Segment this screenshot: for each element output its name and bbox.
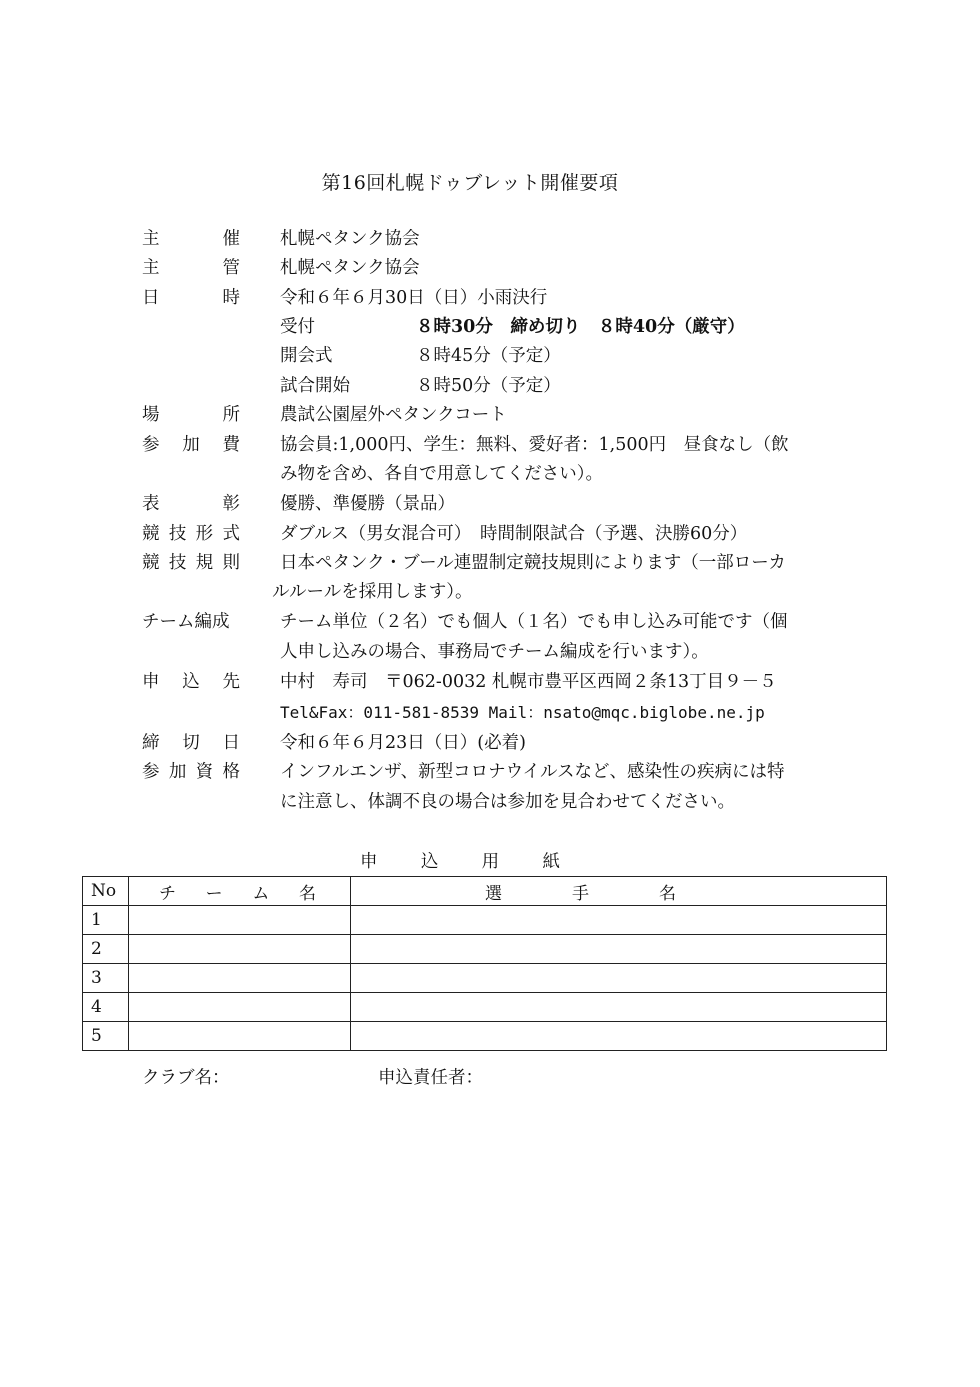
item-sublabel: 試合開始	[280, 376, 350, 396]
item-label: 場 所	[142, 405, 240, 425]
team-name-cell[interactable]	[129, 993, 351, 1022]
item-value: ルルールを採用します）。	[272, 582, 473, 602]
item-value: み物を含め、各自で用意してください）。	[280, 464, 604, 484]
players-cell[interactable]	[351, 993, 887, 1022]
item-value: 人申し込みの場合、事務局でチーム編成を行います）。	[280, 642, 709, 662]
item-value: 優勝、準優勝（景品）	[280, 494, 455, 514]
item-value: Tel&Fax：011-581-8539 Mail：nsato@mqc.biglobe.ne.jp	[280, 703, 765, 722]
team-name-cell[interactable]	[129, 1022, 351, 1051]
item-label: 申 込 先	[142, 672, 240, 692]
club-name-label: クラブ名：	[142, 1068, 230, 1088]
item-label: 日 時	[142, 288, 240, 308]
players-cell[interactable]	[351, 906, 887, 935]
table-row	[83, 935, 887, 964]
item-label: 主 催	[142, 229, 240, 249]
item-value: 札幌ペタンク協会	[280, 229, 420, 249]
item-value: ダブルス（男女混合可） 時間制限試合（予選、決勝60分）	[280, 524, 748, 544]
players-cell[interactable]	[351, 1022, 887, 1051]
item-value: ８時50分（予定）	[416, 376, 561, 396]
item-value: 令和６年６月23日（日）(必着)	[280, 733, 526, 753]
header-team: チ ー ム 名	[129, 877, 351, 906]
item-value: 札幌ペタンク協会	[280, 258, 420, 278]
item-value: ８時30分 締め切り ８時40分（厳守）	[416, 317, 745, 337]
item-value: チーム単位（２名）でも個人（１名）でも申し込み可能です（個	[280, 612, 788, 632]
table-row	[83, 906, 887, 935]
item-label: 参 加 費	[142, 435, 240, 455]
item-value: 協会員:1,000円、学生：無料、愛好者：1,500円 昼食なし（飲	[280, 435, 789, 455]
item-label: 参 加 資 格	[142, 762, 240, 782]
item-sublabel: 開会式	[280, 346, 333, 366]
team-name-cell[interactable]	[129, 906, 351, 935]
row-no: 4	[83, 993, 129, 1022]
team-name-cell[interactable]	[129, 964, 351, 993]
item-value: インフルエンザ、新型コロナウイルスなど、感染性の疾病には特	[280, 762, 785, 782]
team-name-cell[interactable]	[129, 935, 351, 964]
players-cell[interactable]	[351, 964, 887, 993]
item-value: に注意し、体調不良の場合は参加を見合わせてください。	[280, 792, 735, 812]
table-row	[83, 964, 887, 993]
entry-table	[82, 876, 887, 1051]
row-no: 1	[83, 906, 129, 935]
item-sublabel: 受付	[280, 317, 315, 337]
item-value: ８時45分（予定）	[416, 346, 561, 366]
row-no: 5	[83, 1022, 129, 1051]
row-no: 2	[83, 935, 129, 964]
item-label: チーム編成	[142, 612, 230, 632]
item-value: 農試公園屋外ペタンクコート	[280, 405, 507, 425]
header-no: No	[83, 877, 129, 906]
page-title: 第16回札幌ドゥブレット開催要項	[321, 172, 619, 194]
item-value: 令和６年６月30日（日）小雨決行	[280, 288, 548, 308]
responsible-person-label: 申込責任者：	[378, 1068, 483, 1088]
table-row	[83, 993, 887, 1022]
item-value: 日本ペタンク・ブール連盟制定競技規則によります（一部ローカ	[280, 553, 786, 573]
table-header-row	[83, 877, 887, 906]
item-label: 競 技 規 則	[142, 553, 240, 573]
item-label: 表 彰	[142, 494, 240, 514]
table-row	[83, 1022, 887, 1051]
players-cell[interactable]	[351, 935, 887, 964]
row-no: 3	[83, 964, 129, 993]
item-label: 締 切 日	[142, 733, 240, 753]
item-value: 中村 寿司 〒062-0032 札幌市豊平区西岡２条13丁目９－５	[280, 672, 777, 692]
form-title: 申 込 用 紙	[360, 852, 560, 872]
header-players: 選 手 名	[351, 877, 887, 906]
item-label: 競 技 形 式	[142, 524, 240, 544]
item-label: 主 管	[142, 258, 240, 278]
